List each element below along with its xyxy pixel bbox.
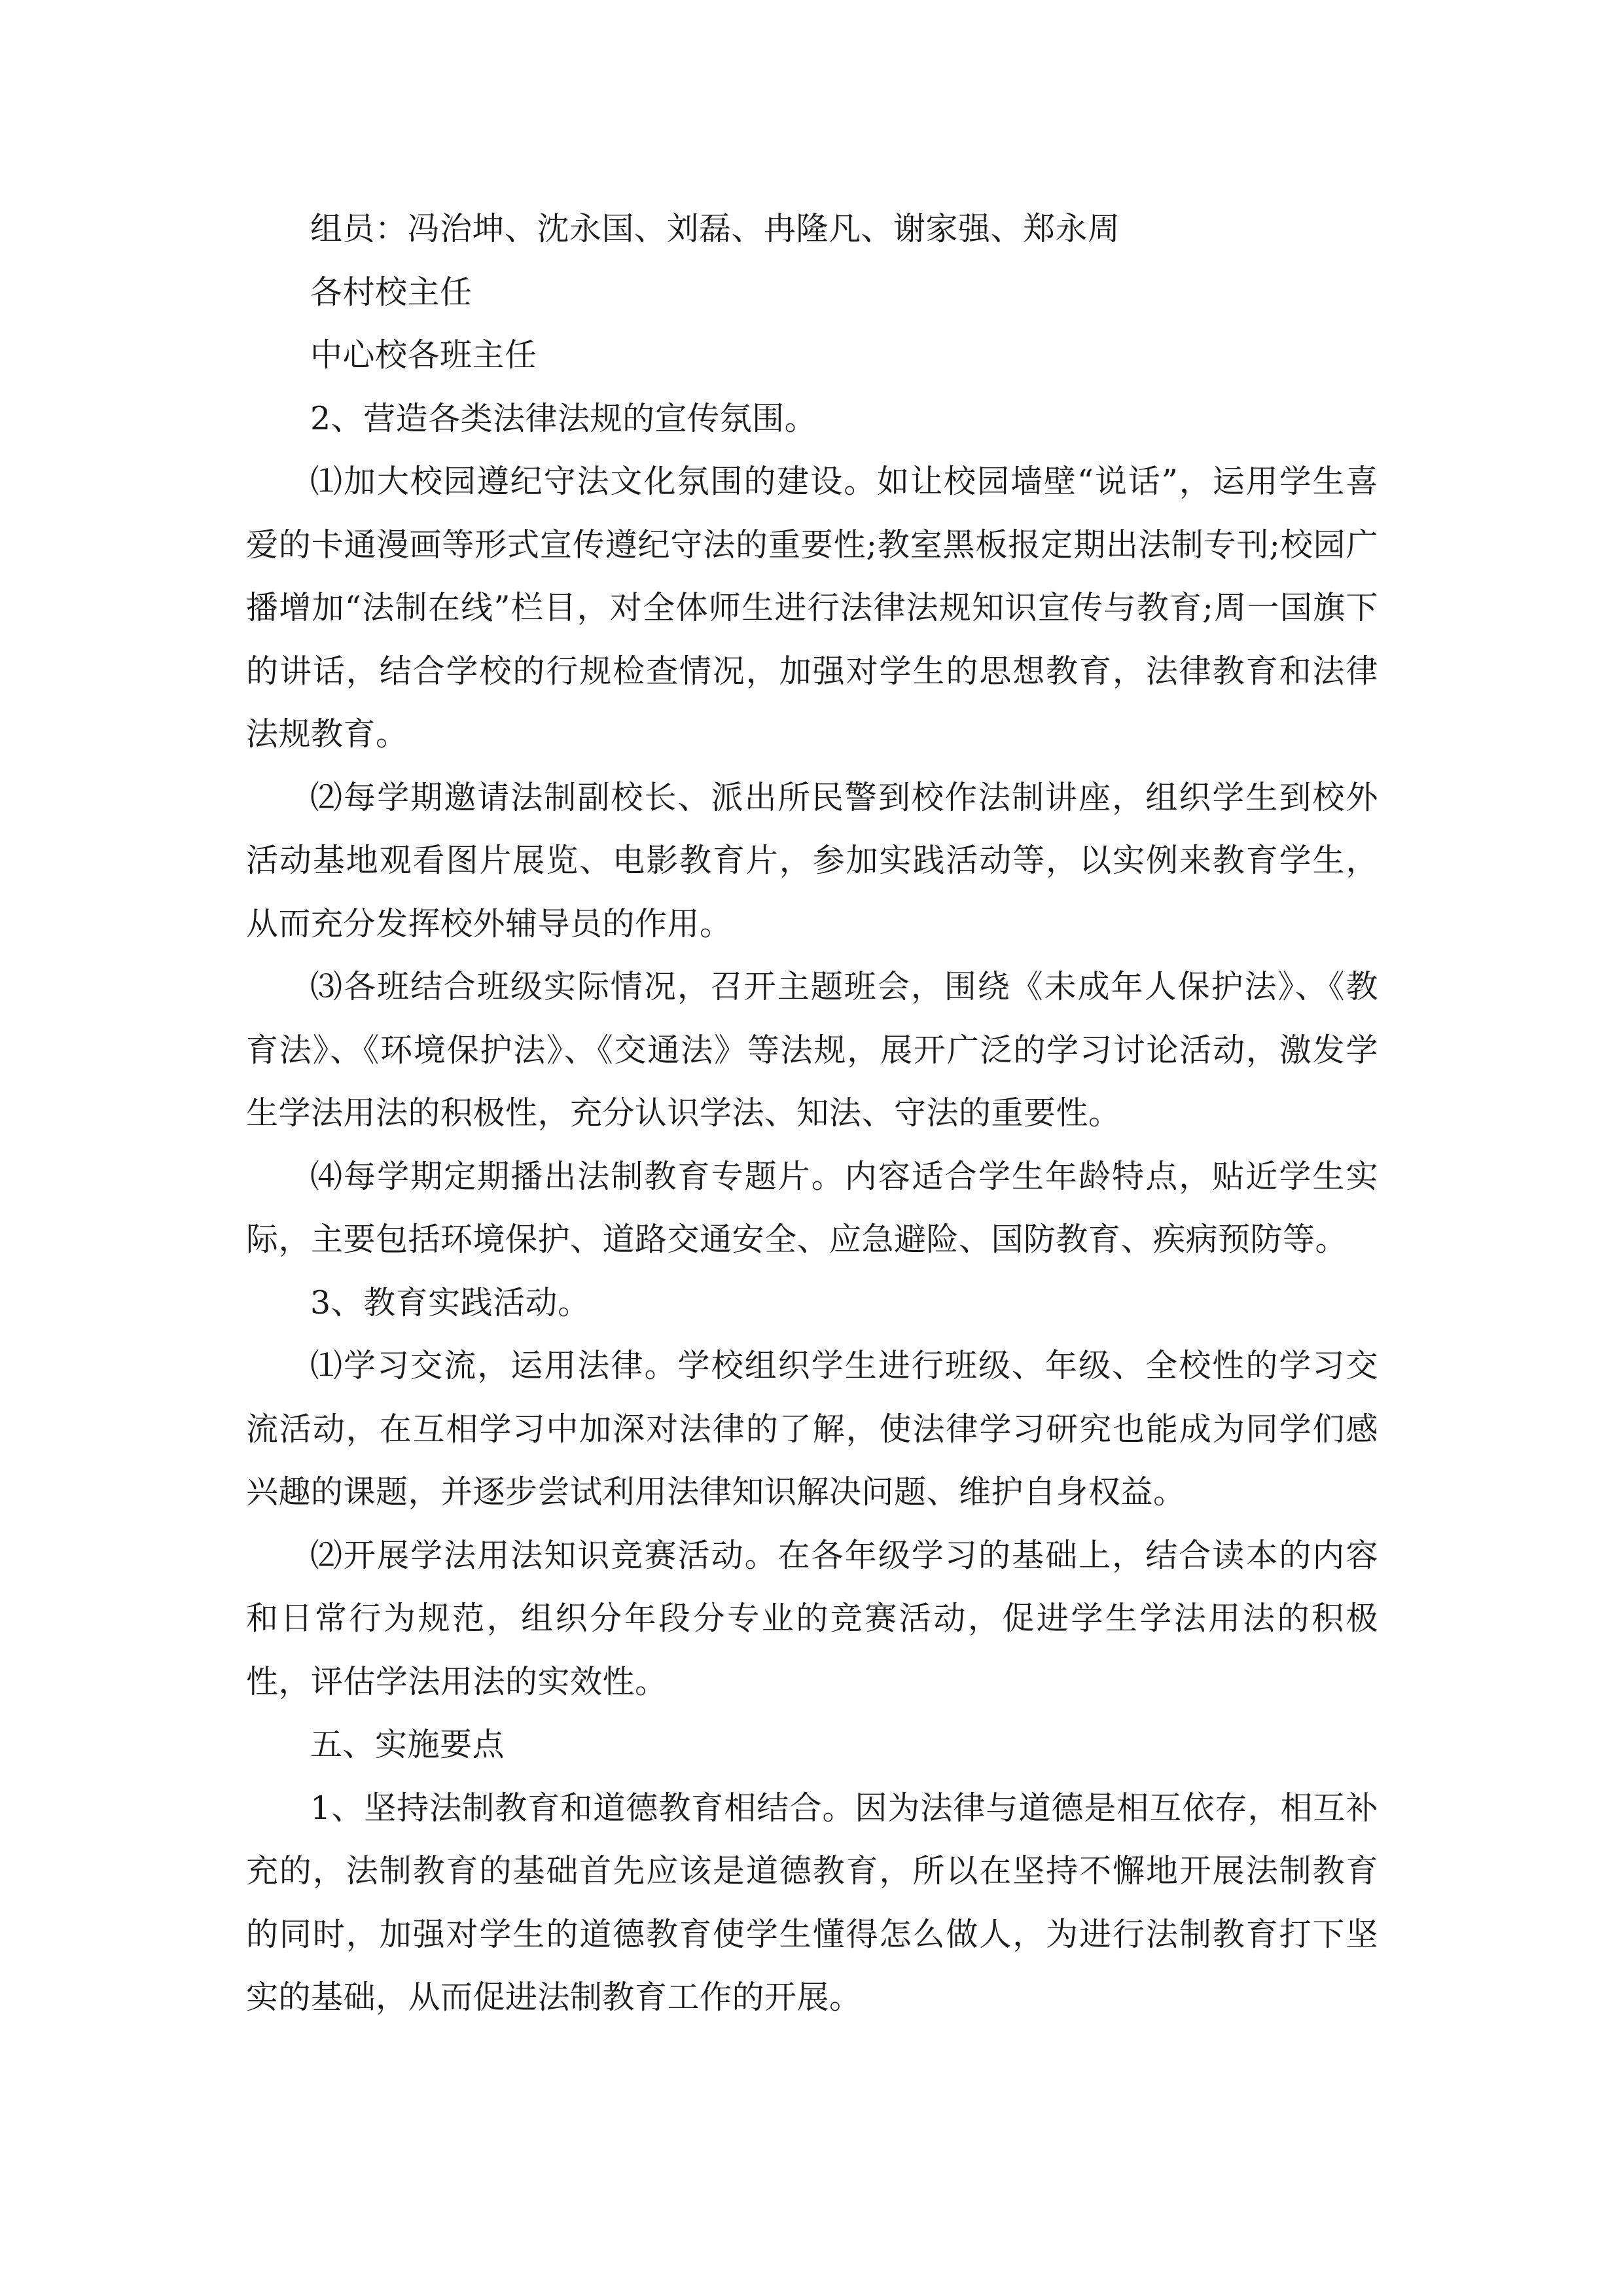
paragraph-lectures: ⑵每学期邀请法制副校长、派出所民警到校作法制讲座，组织学生到校外活动基地观看图片展览、电影教育片，参加实践活动等，以实例来教育学生，从而充分发挥校外辅导员的作用。 bbox=[246, 778, 1378, 942]
section-heading-practice: 3、教育实践活动。 bbox=[310, 1283, 590, 1321]
village-school-directors: 各村校主任 bbox=[310, 273, 473, 311]
paragraph-class-meetings: ⑶各班结合班级实际情况，召开主题班会，围绕《未成年人保护法》、《教育法》、《环境保护法》、《交通法》等法规，展开广泛的学习讨论活动，激发学生学法用法的积极性，充分认识学法、知法、守法的重要性。 bbox=[246, 968, 1378, 1132]
paragraph-special-films: ⑷每学期定期播出法制教育专题片。内容适合学生年龄特点，贴近学生实际，主要包括环境保护、道路交通安全、应急避险、国防教育、疾病预防等。 bbox=[246, 1157, 1378, 1258]
members-line: 组员：冯治坤、沈永国、刘磊、冉隆凡、谢家强、郑永周 bbox=[310, 210, 1120, 247]
section-heading-key-points: 五、实施要点 bbox=[310, 1726, 505, 1763]
paragraph-law-and-morality: 1、坚持法制教育和道德教育相结合。因为法律与道德是相互依存，相互补充的，法制教育的基础首先应该是道德教育，所以在坚持不懈地开展法制教育的同时，加强对学生的道德教育使学生懂得怎么做人，为进行法制教育打下坚实的基础，从而促进法制教育工作的开展。 bbox=[246, 1789, 1378, 2016]
section-heading-publicity: 2、营造各类法律法规的宣传氛围。 bbox=[310, 399, 817, 437]
paragraph-campus-culture: ⑴加大校园遵纪守法文化氛围的建设。如让校园墙壁“说话”，运用学生喜爱的卡通漫画等形式宣传遵纪守法的重要性;教室黑板报定期出法制专刊;校园广播增加“法制在线”栏目，对全体师生进行法律法规知识宣传与教育;周一国旗下的讲话，结合学校的行规检查情况，加强对学生的思想教育，法律教育和法律法规教育。 bbox=[246, 463, 1378, 753]
document-page bbox=[246, 198, 1378, 2030]
paragraph-study-exchange: ⑴学习交流，运用法律。学校组织学生进行班级、年级、全校性的学习交流活动，在互相学习中加深对法律的了解，使法律学习研究也能成为同学们感兴趣的课题，并逐步尝试利用法律知识解决问题、维护自身权益。 bbox=[246, 1347, 1378, 1511]
class-teachers: 中心校各班主任 bbox=[310, 336, 537, 374]
paragraph-knowledge-contest: ⑵开展学法用法知识竞赛活动。在各年级学习的基础上，结合读本的内容和日常行为规范，组织分年段分专业的竞赛活动，促进学生学法用法的积极性，评估学法用法的实效性。 bbox=[246, 1536, 1378, 1700]
